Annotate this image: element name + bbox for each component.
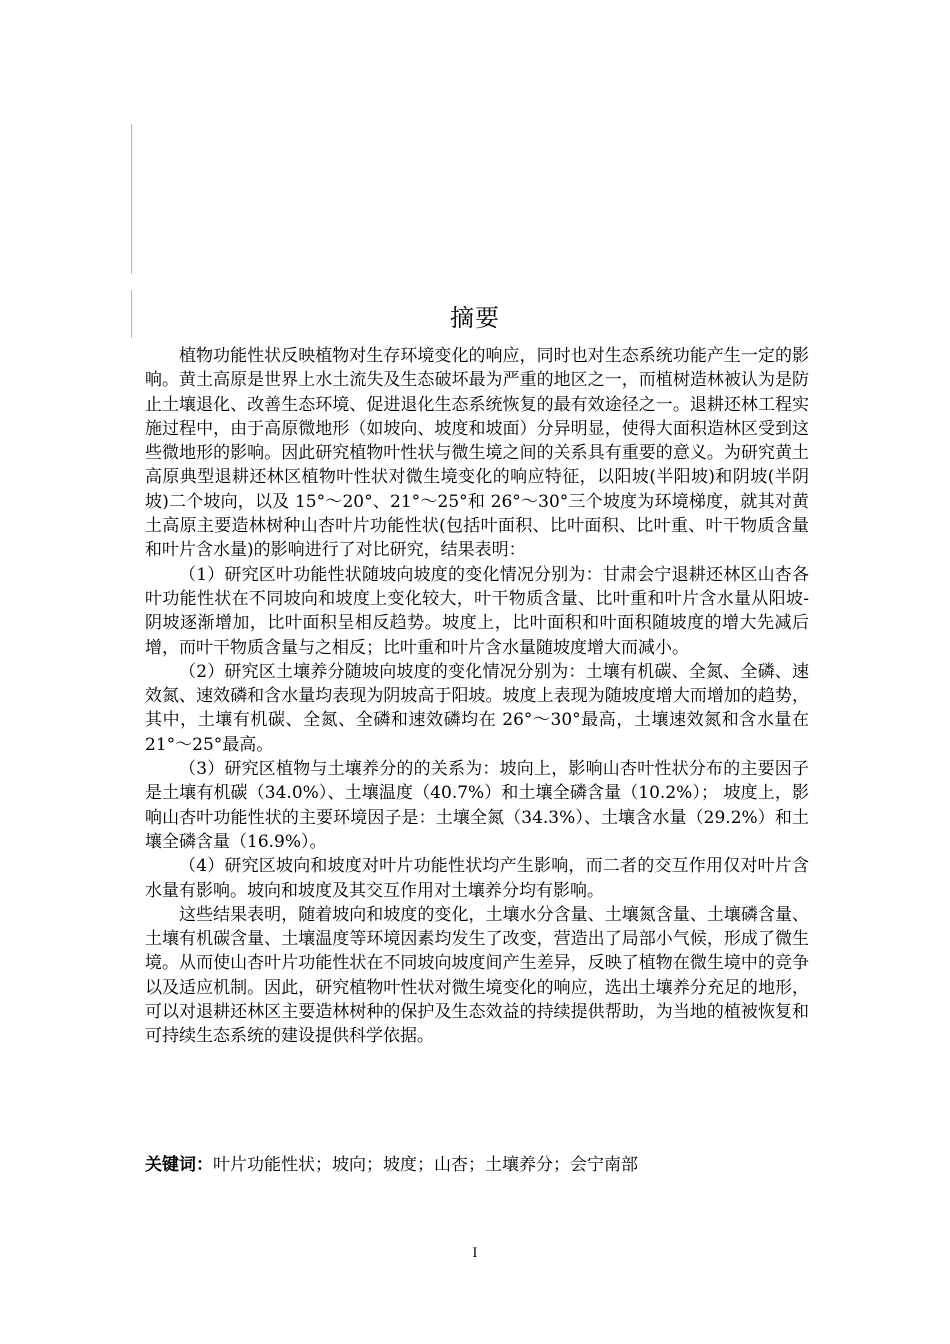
abstract-paragraph: 这些结果表明，随着坡向和坡度的变化，土壤水分含量、土壤氮含量、土壤磷含量、土壤有机碳含量、土壤温度等环境因素均发生了改变，营造出了局部小气候，形成了微生境。从而使山杏叶片功能性状在不同坡向坡度间产生差异，反映了植物在微生境中的竞争以及适应机制。因此，研究植物叶性状对微生境变化的响应，选出土壤养分充足的地形，可以对退耕还林区主要造林树种的保护及生态效益的持续提供帮助，为当地的植被恢复和可持续生态系统的建设提供科学依据。 bbox=[145, 904, 809, 1047]
abstract-paragraph: （2）研究区土壤养分随坡向坡度的变化情况分别为：土壤有机碳、全氮、全磷、速效氮、速效磷和含水量均表现为阴坡高于阳坡。坡度上表现为随坡度增大而增加的趋势，其中，土壤有机碳、全氮、全磷和速效磷均在 26°～30°最高，土壤速效氮和含水量在 21°～25°最高。 bbox=[145, 661, 809, 755]
abstract-body bbox=[145, 344, 809, 1049]
margin-line-top bbox=[131, 124, 132, 274]
keywords-label: 关键词： bbox=[145, 1155, 213, 1175]
abstract-paragraph: （1）研究区叶功能性状随坡向坡度的变化情况分别为：甘肃会宁退耕还林区山杏各叶功能性状在不同坡向和坡度上变化较大，叶干物质含量、比叶重和叶片含水量从阳坡-阴坡逐渐增加，比叶面积呈相反趋势。坡度上，比叶面积和叶面积随坡度的增大先减后增，而叶干物质含量与之相反；比叶重和叶片含水量随坡度增大而减小。 bbox=[145, 564, 809, 658]
keywords-line bbox=[145, 1153, 809, 1177]
page-number: I bbox=[472, 1246, 478, 1261]
abstract-paragraph: （4）研究区坡向和坡度对叶片功能性状均产生影响，而二者的交互作用仅对叶片含水量有影响。坡向和坡度及其交互作用对土壤养分均有影响。 bbox=[145, 856, 809, 901]
abstract-paragraph: （3）研究区植物与土壤养分的的关系为：坡向上，影响山杏叶性状分布的主要因子是土壤有机碳（34.0%）、土壤温度（40.7%）和土壤全磷含量（10.2%）； 坡度上，影响山杏叶功能性状的主要环境因子是：土壤全氮（34.3%）、土壤含水量（29.2%）和土壤全磷含量（16.9%）。 bbox=[145, 759, 809, 852]
keywords-text: 叶片功能性状；坡向；坡度；山杏；土壤养分；会宁南部 bbox=[213, 1155, 638, 1175]
page-title: 摘要 bbox=[450, 304, 500, 332]
abstract-paragraph: 植物功能性状反映植物对生存环境变化的响应，同时也对生态系统功能产生一定的影响。黄土高原是世界上水土流失及生态破坏最为严重的地区之一，而植树造林被认为是防止土壤退化、改善生态环境、促进退化生态系统恢复的最有效途径之一。退耕还林工程实施过程中，由于高原微地形（如坡向、坡度和坡面）分异明显，使得大面积造林区受到这些微地形的影响。因此研究植物叶性状与微生境之间的关系具有重要的意义。为研究黄土高原典型退耕还林区植物叶性状对微生境变化的响应特征，以阳坡(半阳坡)和阴坡(半阴坡)二个坡向，以及 15°～20°、21°～25°和 26°～30°三个坡度为环境梯度，就其对黄土高原主要造林树种山杏叶片功能性状(包括叶面积、比叶面积、比叶重、叶干物质含量和叶片含水量)的影响进行了对比研究，结果表明： bbox=[145, 346, 809, 561]
